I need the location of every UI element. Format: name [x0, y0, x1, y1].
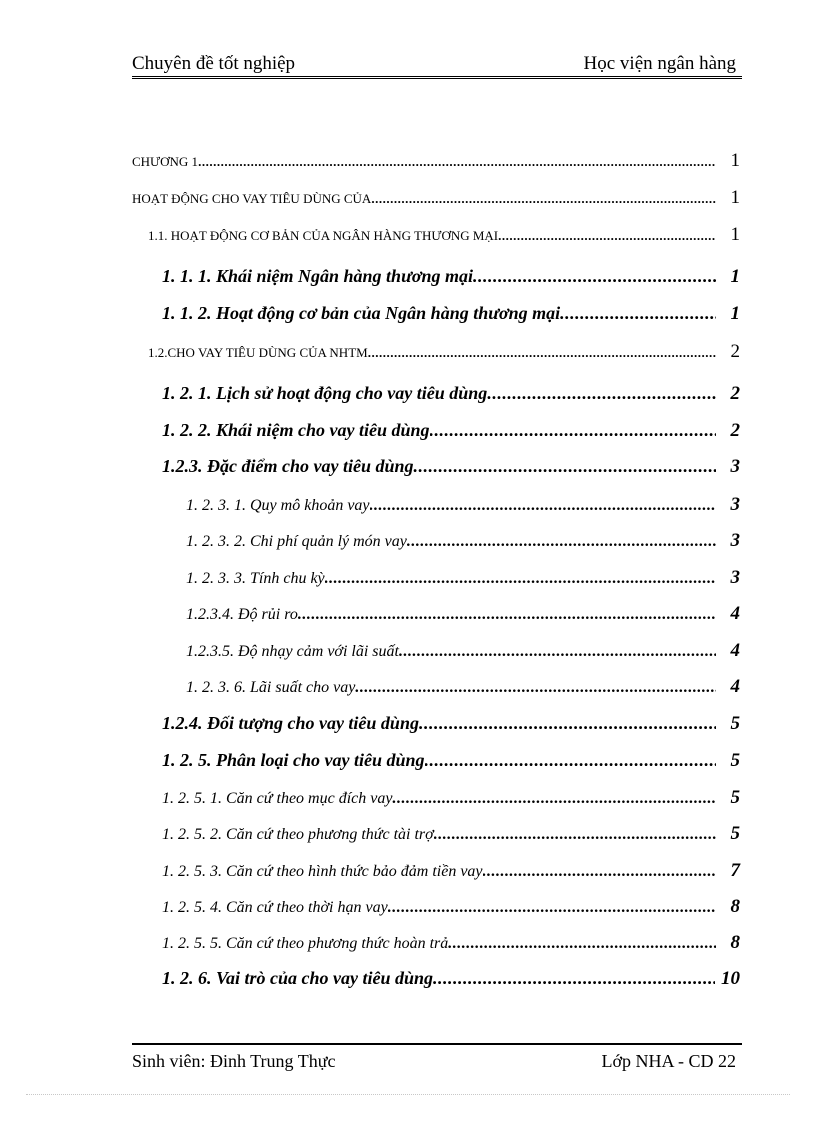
toc-entry-page: 8 [730, 896, 740, 917]
toc-entry-title: 1. 2. 3. 6. Lãi suất cho vay [186, 679, 356, 696]
toc-entry-title: 1. 2. 5. 3. Căn cứ theo hình thức bảo đảm tiền vay [162, 863, 483, 880]
toc-entry-section[interactable] [148, 224, 740, 246]
toc-leader-dots [388, 899, 716, 917]
toc-entry-page: 2 [730, 341, 740, 362]
toc-entry-chapter-title[interactable] [132, 187, 740, 209]
toc-entry-subsection[interactable] [162, 266, 740, 288]
toc-entry-subsection[interactable] [162, 713, 740, 735]
toc-leader-dots [434, 826, 716, 844]
toc-entry-page: 5 [730, 823, 740, 844]
toc-leader-dots [419, 713, 716, 734]
toc-entry-title: 1. 2. 5. Phân loại cho vay tiêu dùng [162, 750, 425, 770]
toc-entry-page: 1 [730, 224, 740, 245]
toc-entry-page: 3 [730, 567, 740, 588]
toc-entry-section[interactable] [148, 341, 740, 363]
toc-leader-dots [498, 228, 716, 244]
toc-entry-item[interactable] [162, 932, 740, 954]
toc-entry-title: 1.2.4. Đối tượng cho vay tiêu dùng [162, 713, 419, 733]
toc-entry-subsection[interactable] [162, 420, 740, 442]
toc-entry-item[interactable] [186, 494, 740, 516]
toc-entry-title: 1. 2. 3. 3. Tính chu kỳ [186, 570, 325, 587]
toc-entry-title: 1. 1. 1. Khái niệm Ngân hàng thương mại [162, 266, 474, 286]
toc-entry-item[interactable] [186, 676, 740, 698]
toc-entry-title: 1. 2. 5. 5. Căn cứ theo phương thức hoàn trả [162, 935, 449, 952]
toc-entry-page: 1 [730, 303, 740, 324]
toc-entry-title: 1.2.3. Đặc điểm cho vay tiêu dùng [162, 456, 414, 476]
toc-entry-page: 4 [730, 676, 740, 697]
toc-leader-dots [392, 790, 716, 808]
toc-entry-title: 1. 2. 2. Khái niệm cho vay tiêu dùng [162, 420, 430, 440]
toc-entry-title: 1. 2. 5. 2. Căn cứ theo phương thức tài trợ [162, 826, 434, 843]
toc-entry-chapter[interactable] [132, 150, 740, 172]
toc-entry-page: 1 [730, 187, 740, 208]
footer-student-name: Sinh viên: Đinh Trung Thực [132, 1051, 336, 1071]
toc-entry-title: HOẠT ĐỘNG CHO VAY TIÊU DÙNG CỦA [132, 191, 372, 206]
toc-entry-title: 1.2.3.5. Độ nhạy cảm với lãi suất [186, 643, 399, 660]
toc-entry-title: 1. 2. 5. 1. Căn cứ theo mục đích vay [162, 790, 393, 807]
toc-entry-subsection[interactable] [162, 303, 740, 325]
toc-leader-dots [198, 154, 716, 170]
toc-entry-page: 5 [730, 787, 740, 808]
toc-entry-title: CHƯƠNG 1 [132, 154, 199, 169]
footer-class-name: Lớp NHA - CD 22 [601, 1051, 736, 1071]
toc-leader-dots [325, 570, 716, 588]
toc-entry-page: 4 [730, 640, 740, 661]
toc-entry-page: 2 [730, 420, 740, 441]
toc-entry-page: 3 [730, 494, 740, 515]
toc-leader-dots [298, 606, 716, 624]
toc-entry-item[interactable] [162, 823, 740, 845]
toc-leader-dots [368, 345, 716, 361]
toc-entry-page: 4 [730, 603, 740, 624]
toc-entry-title: 1. 2. 6. Vai trò của cho vay tiêu dùng [162, 968, 434, 988]
toc-entry-item[interactable] [162, 896, 740, 918]
toc-entry-subsection[interactable] [162, 383, 740, 405]
toc-entry-page: 5 [730, 713, 740, 734]
toc-entry-title: 1.2.CHO VAY TIÊU DÙNG CỦA NHTM [148, 345, 368, 360]
toc-leader-dots [448, 935, 716, 953]
toc-entry-title: 1.1. HOẠT ĐỘNG CƠ BẢN CỦA NGÂN HÀNG THƯƠNG MẠI [148, 228, 499, 243]
toc-entry-title: 1. 2. 5. 4. Căn cứ theo thời hạn vay [162, 899, 388, 916]
toc-entry-page: 10 [721, 968, 740, 989]
toc-entry-page: 2 [730, 383, 740, 404]
toc-entry-item[interactable] [186, 530, 740, 552]
page-header [132, 50, 742, 79]
toc-entry-title: 1. 2. 1. Lịch sử hoạt động cho vay tiêu dùng [162, 383, 488, 403]
toc-entry-item[interactable] [186, 567, 740, 589]
toc-entry-page: 1 [730, 266, 740, 287]
toc-entry-title: 1.2.3.4. Độ rủi ro [186, 606, 298, 623]
toc-leader-dots [425, 750, 716, 771]
toc-entry-subsection[interactable] [162, 968, 740, 990]
toc-leader-dots [473, 266, 716, 287]
toc-leader-dots [355, 679, 716, 697]
toc-leader-dots [430, 420, 716, 441]
toc-entry-page: 8 [730, 932, 740, 953]
page-separator [26, 1094, 790, 1095]
toc-entry-item[interactable] [162, 860, 740, 882]
toc-entry-page: 3 [730, 530, 740, 551]
toc-entry-page: 5 [730, 750, 740, 771]
toc-entry-item[interactable] [162, 787, 740, 809]
header-institution: Học viện ngân hàng [583, 53, 736, 74]
header-document-type: Chuyên đề tốt nghiệp [132, 53, 296, 74]
toc-leader-dots [399, 643, 716, 661]
toc-leader-dots [407, 533, 716, 551]
toc-leader-dots [371, 191, 716, 207]
toc-entry-subsection[interactable] [162, 750, 740, 772]
toc-entry-item[interactable] [186, 640, 740, 662]
toc-leader-dots [413, 456, 716, 477]
toc-leader-dots [483, 863, 716, 881]
toc-entry-subsection[interactable] [162, 456, 740, 478]
toc-leader-dots [560, 303, 716, 324]
toc-entry-title: 1. 2. 3. 2. Chi phí quản lý món vay [186, 533, 407, 550]
toc-leader-dots [487, 383, 716, 404]
toc-entry-page: 3 [730, 456, 740, 477]
toc-entry-page: 7 [730, 860, 740, 881]
page-footer [132, 1043, 742, 1079]
toc-leader-dots [433, 968, 715, 989]
toc-entry-item[interactable] [186, 603, 740, 625]
toc-entry-title: 1. 1. 2. Hoạt động cơ bản của Ngân hàng thương mại [162, 303, 561, 323]
toc-entry-title: 1. 2. 3. 1. Quy mô khoản vay [186, 497, 370, 514]
toc-leader-dots [370, 497, 716, 515]
toc-entry-page: 1 [730, 150, 740, 171]
